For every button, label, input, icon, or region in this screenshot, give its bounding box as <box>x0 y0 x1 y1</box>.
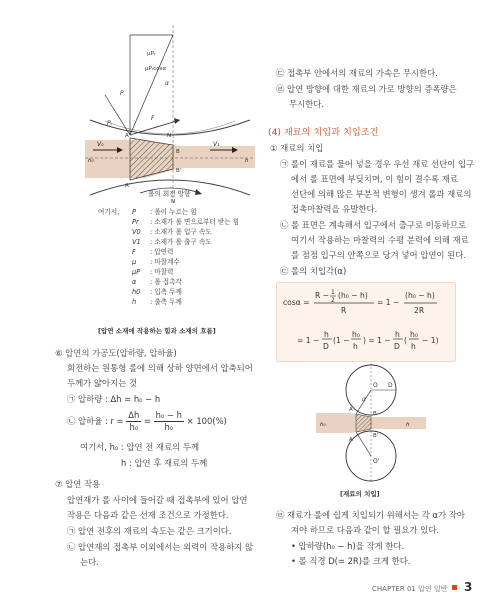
svg-text:F: F <box>151 115 155 122</box>
bullet-item: • 롤 직경 D(= 2R)를 크게 한다. <box>291 556 411 566</box>
svg-text:D: D <box>388 382 393 389</box>
svg-text:A: A <box>125 133 129 139</box>
paragraph-line: ㉣ 재료가 롤에 쉽게 치입되기 위해서는 각 α가 작아 <box>276 510 465 520</box>
svg-text:R −: R − <box>315 291 330 300</box>
svg-text:V₀: V₀ <box>97 141 104 148</box>
svg-text:h₀: h₀ <box>320 422 326 428</box>
svg-text:μPᵣ: μPᵣ <box>147 51 156 57</box>
legend-symbol: μP <box>132 268 141 276</box>
paragraph-line: 에서 롤 표면에 부딪치며, 이 힘이 결수록 재료 <box>291 174 458 184</box>
figure2-caption: [재료의 치입] <box>340 490 380 498</box>
svg-text:h: h <box>406 422 410 428</box>
paragraph-line: 두께가 얇아지는 것 <box>67 378 138 388</box>
legend-row <box>132 297 239 307</box>
svg-text:D: D <box>394 342 400 351</box>
svg-text:= 1 −: = 1 − <box>297 336 320 345</box>
where-line-2: h : 압연 후 재료의 두께 <box>121 458 208 468</box>
fraction-h0-h: $\frac{\text{h₀ − h}}{\text{h₀}}$ <box>155 410 182 432</box>
list-item-cont: 무시한다. <box>289 99 325 109</box>
reduction-amount-formula: ㉠ 압하량 : Δh = h₀ − h <box>67 394 161 404</box>
svg-text:1: 1 <box>331 289 335 296</box>
paragraph-line: 작용은 다음과 같은 선재 조건으로 가정한다. <box>67 510 229 520</box>
roll-rotation-label: 롤의 회전 방향 <box>148 190 191 198</box>
legend-row <box>132 287 239 297</box>
svg-text:h: h <box>395 330 400 339</box>
svg-text:h: h <box>245 158 249 164</box>
rolling-force-figure <box>85 25 255 205</box>
legend-symbol: h <box>132 298 137 306</box>
legend-row <box>132 257 239 267</box>
bullet-item: • 압하량(h₀ − h)을 작게 한다. <box>291 541 405 551</box>
list-item: ㉢ 접촉부 안에서의 재료의 가속은 무시한다. <box>276 68 438 78</box>
svg-text:B: B <box>176 149 180 155</box>
list-item: ㉠ 압연 전후의 재료의 속도는 같은 크기이다. <box>67 526 232 536</box>
legend-row <box>132 217 239 227</box>
svg-text:B': B' <box>176 168 182 174</box>
legend-description: : 압연력 <box>150 248 174 256</box>
svg-text:h: h <box>411 342 416 351</box>
svg-text:2R: 2R <box>414 306 425 315</box>
legend-symbol: V1 <box>132 238 141 246</box>
where-line-1: 여기서, h₀ : 압연 전 재료의 두께 <box>80 442 200 452</box>
legend-row <box>132 207 239 217</box>
paragraph-line: 져야 하므로 다음과 같이 할 필요가 있다. <box>291 525 440 535</box>
svg-text:A': A' <box>125 183 131 189</box>
bite-angle-formula-box <box>276 282 456 362</box>
svg-text:B: B <box>373 411 377 417</box>
chapter-footer <box>372 584 459 594</box>
svg-text:h₀: h₀ <box>410 330 418 339</box>
legend-row <box>132 237 239 247</box>
legend-symbol: α <box>132 278 137 286</box>
paragraph-line: 접촉마찰력을 유발한다. <box>291 204 378 214</box>
svg-text:(h₀ − h): (h₀ − h) <box>338 291 368 300</box>
svg-text:O: O <box>373 382 378 389</box>
legend-description: : 입측 두께 <box>150 288 182 296</box>
svg-text:(1 −: (1 − <box>333 336 350 345</box>
legend-description: : 롤이 누르는 힘 <box>150 208 197 216</box>
section-title-rolling-degree <box>55 346 177 361</box>
svg-text:P: P <box>120 90 124 97</box>
legend-row <box>132 277 239 287</box>
svg-text:N: N <box>171 199 176 205</box>
svg-text:B': B' <box>373 433 379 439</box>
svg-text:V₁: V₁ <box>213 141 220 148</box>
svg-text:h: h <box>353 342 358 351</box>
svg-text:cosα =: cosα = <box>283 298 310 307</box>
bite-figure <box>316 363 426 483</box>
svg-text:α: α <box>165 80 169 87</box>
svg-text:N: N <box>167 133 172 139</box>
paragraph-line: ㉢ 롤의 치입각(α) <box>280 266 347 276</box>
legend-symbol: F <box>132 248 136 256</box>
legend-intro: 여기서, <box>98 208 120 216</box>
svg-text:(h₀ − h): (h₀ − h) <box>405 291 435 300</box>
legend-description: : 소재가 롤 입구 속도 <box>150 228 212 236</box>
legend-symbol: Pr <box>132 218 139 226</box>
svg-text:− 1): − 1) <box>422 336 439 345</box>
paragraph-line: 를 점점 입구의 안쪽으로 당겨 넣어 압연이 된다. <box>291 250 467 260</box>
legend-symbol: V0 <box>132 228 141 236</box>
reduction-rate-suffix: × 100(%) <box>186 416 227 426</box>
svg-text:R: R <box>341 306 347 315</box>
list-item: ㉣ 압연 방향에 대한 재료의 가로 방향의 증폭량은 <box>276 84 457 94</box>
legend-row <box>132 227 239 237</box>
section-title-text: ⑥ 압연의 가공도(압하량, 압하율) <box>55 348 177 358</box>
legend-symbol: μ <box>132 258 137 266</box>
reduction-rate-prefix: ㉡ 압하율 : r = <box>67 416 124 426</box>
svg-text:Pᵣ: Pᵣ <box>107 120 113 127</box>
legend-symbol: h0 <box>132 288 141 296</box>
svg-text:h₀: h₀ <box>88 158 94 164</box>
paragraph-line: 선단에 의해 많은 부분적 변형이 생겨 롤과 재료의 <box>291 189 472 199</box>
paragraph-line: ㉡ 롤 표면은 계속해서 입구에서 출구로 이동하므로 <box>280 220 467 230</box>
svg-text:D: D <box>323 342 329 351</box>
list-item-cont: 는다. <box>80 557 99 567</box>
svg-text:= 1 −: = 1 − <box>377 298 400 307</box>
reduction-rate-formula: ㉡ 압하율 : r = $\frac{\Delta h}{\text{h₀}}$ = $\frac{\text{h₀ − h}}{\text{h₀}}$ × 100(%) <box>67 410 227 432</box>
paragraph-line: ㉠ 롤이 재료를 물어 넣을 경우 우선 재료 선단이 입구 <box>280 159 475 169</box>
legend-description: : 롤 접촉각 <box>150 278 182 286</box>
svg-text:2: 2 <box>331 297 335 304</box>
svg-text:O': O' <box>373 458 380 465</box>
svg-text:) = 1 −: ) = 1 − <box>363 336 391 345</box>
legend-description: : 출측 두께 <box>150 298 182 306</box>
svg-text:μPᵣcosα: μPᵣcosα <box>145 66 167 72</box>
svg-text:α: α <box>362 396 366 403</box>
legend-row <box>132 267 239 277</box>
legend-symbol: P <box>132 208 136 216</box>
paragraph-line: 압연재가 롤 사이에 들어갈 때 접촉부에 있어 압연 <box>67 495 248 505</box>
legend-description: : 마찰력 <box>150 268 174 276</box>
legend-description: : 소재가 롤 면으로부터 받는 힘 <box>150 218 240 226</box>
page-number: 3 <box>464 580 473 594</box>
list-item: ㉡ 압연재의 접촉부 이외에서는 외력이 작용하지 않 <box>67 542 254 552</box>
paragraph-line: 회전하는 원통형 롤에 의해 상하 양면에서 압축되어 <box>67 363 253 373</box>
legend-row <box>132 247 239 257</box>
svg-text:A: A <box>349 407 353 413</box>
svg-text:h: h <box>324 330 329 339</box>
fraction-dh: $\frac{\Delta h}{\text{h₀}}$ <box>128 410 140 432</box>
svg-text:A': A' <box>349 437 355 443</box>
section-title-rolling-action: ⑦ 압연 작용 <box>55 479 101 489</box>
svg-text:(: ( <box>404 336 407 345</box>
footer-square-icon <box>452 585 457 590</box>
bite-angle-formula <box>277 283 455 361</box>
paragraph-line: 여기서 작용하는 마찰력의 수평 분력에 의해 재료 <box>291 235 469 245</box>
svg-text:h₀: h₀ <box>352 330 360 339</box>
chapter-label: CHAPTER 01 압연 일반 <box>372 585 448 593</box>
subsection-title: ① 재료의 치입 <box>270 143 324 153</box>
legend-description: : 소재가 롤 출구 속도 <box>150 238 212 246</box>
legend-description: : 마찰계수 <box>150 258 180 266</box>
section-heading-bite: (4) 재료의 치입과 치입조건 <box>268 127 379 138</box>
figure-caption: [압연 소재에 작용하는 힘과 소재의 흐름] <box>98 327 216 335</box>
